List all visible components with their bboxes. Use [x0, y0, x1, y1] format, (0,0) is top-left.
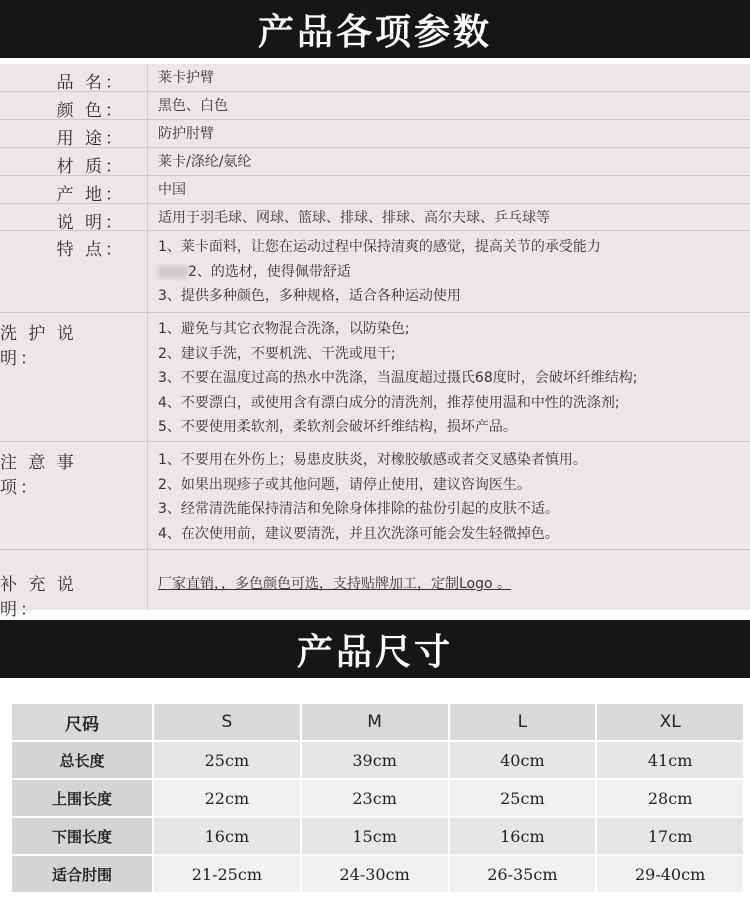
size-cell: 25cm — [154, 742, 300, 778]
param-row-care — [0, 313, 750, 442]
param-value: 莱卡/涤纶/氨纶 — [158, 154, 252, 170]
size-banner — [0, 620, 750, 678]
size-cell: 15cm — [302, 818, 448, 854]
param-value-redacted — [158, 260, 740, 285]
param-value: 适用于羽毛球、网球、篮球、排球、排球、高尔夫球、乒乓球等 — [158, 210, 550, 226]
size-cell: 21-25cm — [154, 856, 300, 892]
table-row — [12, 780, 743, 816]
size-table-header — [12, 704, 743, 740]
param-label: 用 途： — [56, 129, 125, 149]
param-label: 注 意 事 项： — [0, 453, 77, 498]
param-value: 3、经常清洗能保持清洁和免除身体排除的盐份引起的皮肤不适。 — [158, 501, 559, 517]
size-row-label: 适合肘围 — [12, 856, 152, 892]
size-cell: 16cm — [154, 818, 300, 854]
redacted-text — [158, 266, 188, 278]
param-value: 5、不要使用柔软剂，柔软剂会破坏纤维结构，损坏产品。 — [158, 419, 517, 435]
param-value: 2、如果出现疹子或其他问题，请停止使用，建议咨询医生。 — [158, 476, 531, 493]
size-cell: 16cm — [450, 818, 596, 854]
param-value: 2、建议手洗，不要机洗、干洗或甩干; — [158, 345, 396, 362]
param-value: 4、不要漂白，或使用含有漂白成分的清洗剂，推荐使用温和中性的洗涤剂; — [158, 394, 620, 411]
size-cell: 22cm — [154, 780, 300, 816]
size-header-cell: S — [154, 704, 300, 740]
size-table — [10, 702, 745, 894]
params-title: 产品各项参数 — [257, 11, 492, 53]
size-section — [0, 688, 750, 920]
table-row — [12, 856, 743, 892]
size-cell: 41cm — [597, 742, 743, 778]
size-cell: 28cm — [597, 780, 743, 816]
param-label: 品 名： — [56, 73, 125, 93]
size-cell: 25cm — [450, 780, 596, 816]
size-row-label: 总长度 — [12, 742, 152, 778]
param-value: 黑色、白色 — [158, 98, 228, 114]
size-header-cell: XL — [597, 704, 743, 740]
param-row-usage — [0, 120, 750, 148]
param-label: 补 充 说 明： — [0, 575, 77, 620]
size-header-cell: 尺码 — [12, 704, 152, 740]
param-value: 1、不要用在外伤上；易患皮肤炎，对橡胶敏感或者交叉感染者慎用。 — [158, 452, 587, 468]
size-row-label: 上围长度 — [12, 780, 152, 816]
param-row-origin — [0, 176, 750, 204]
param-label: 材 质： — [56, 157, 125, 177]
param-value: 防护肘臂 — [158, 126, 214, 142]
param-value: 1、避免与其它衣物混合洗涤，以防染色; — [158, 321, 410, 337]
param-value: 莱卡护臂 — [158, 70, 214, 86]
param-label: 洗 护 说 明： — [0, 324, 77, 369]
size-cell: 26-35cm — [450, 856, 596, 892]
size-cell: 29-40cm — [597, 856, 743, 892]
size-header-cell: L — [450, 704, 596, 740]
param-value: 3、不要在温度过高的热水中洗涤，当温度超过摄氏68度时，会破坏纤维结构; — [158, 370, 638, 386]
size-row-label: 下围长度 — [12, 818, 152, 854]
param-row-color — [0, 92, 750, 120]
param-label: 颜 色： — [56, 101, 125, 121]
size-cell: 40cm — [450, 742, 596, 778]
params-table — [0, 64, 750, 620]
param-row-description — [0, 204, 750, 231]
size-cell: 24-30cm — [302, 856, 448, 892]
param-label: 产 地： — [56, 185, 125, 205]
param-label: 说 明： — [56, 213, 125, 233]
param-row-name — [0, 64, 750, 92]
param-value: 4、在次使用前，建议要清洗，并且次洗涤可能会发生轻微掉色。 — [158, 525, 559, 542]
param-row-supplement — [0, 550, 750, 620]
param-row-material — [0, 148, 750, 176]
size-cell: 39cm — [302, 742, 448, 778]
size-cell: 23cm — [302, 780, 448, 816]
table-row — [12, 742, 743, 778]
param-row-features — [0, 231, 750, 313]
param-value: 中国 — [158, 182, 186, 198]
param-value: 厂家直销，，多色颜色可选，支持贴牌加工，定制Logo 。 — [158, 576, 512, 592]
param-value: 2、的选材，使得佩带舒适 — [188, 263, 351, 280]
param-value: 3、提供多种颜色，多种规格，适合各种运动使用 — [158, 288, 461, 304]
size-header-cell: M — [302, 704, 448, 740]
param-label: 特 点： — [56, 240, 125, 260]
table-row — [12, 818, 743, 854]
params-banner — [0, 0, 750, 58]
size-cell: 17cm — [597, 818, 743, 854]
size-title: 产品尺寸 — [296, 631, 453, 673]
param-row-notes — [0, 442, 750, 550]
param-value: 1、莱卡面料，让您在运动过程中保持清爽的感觉，提高关节的承受能力 — [158, 239, 601, 255]
